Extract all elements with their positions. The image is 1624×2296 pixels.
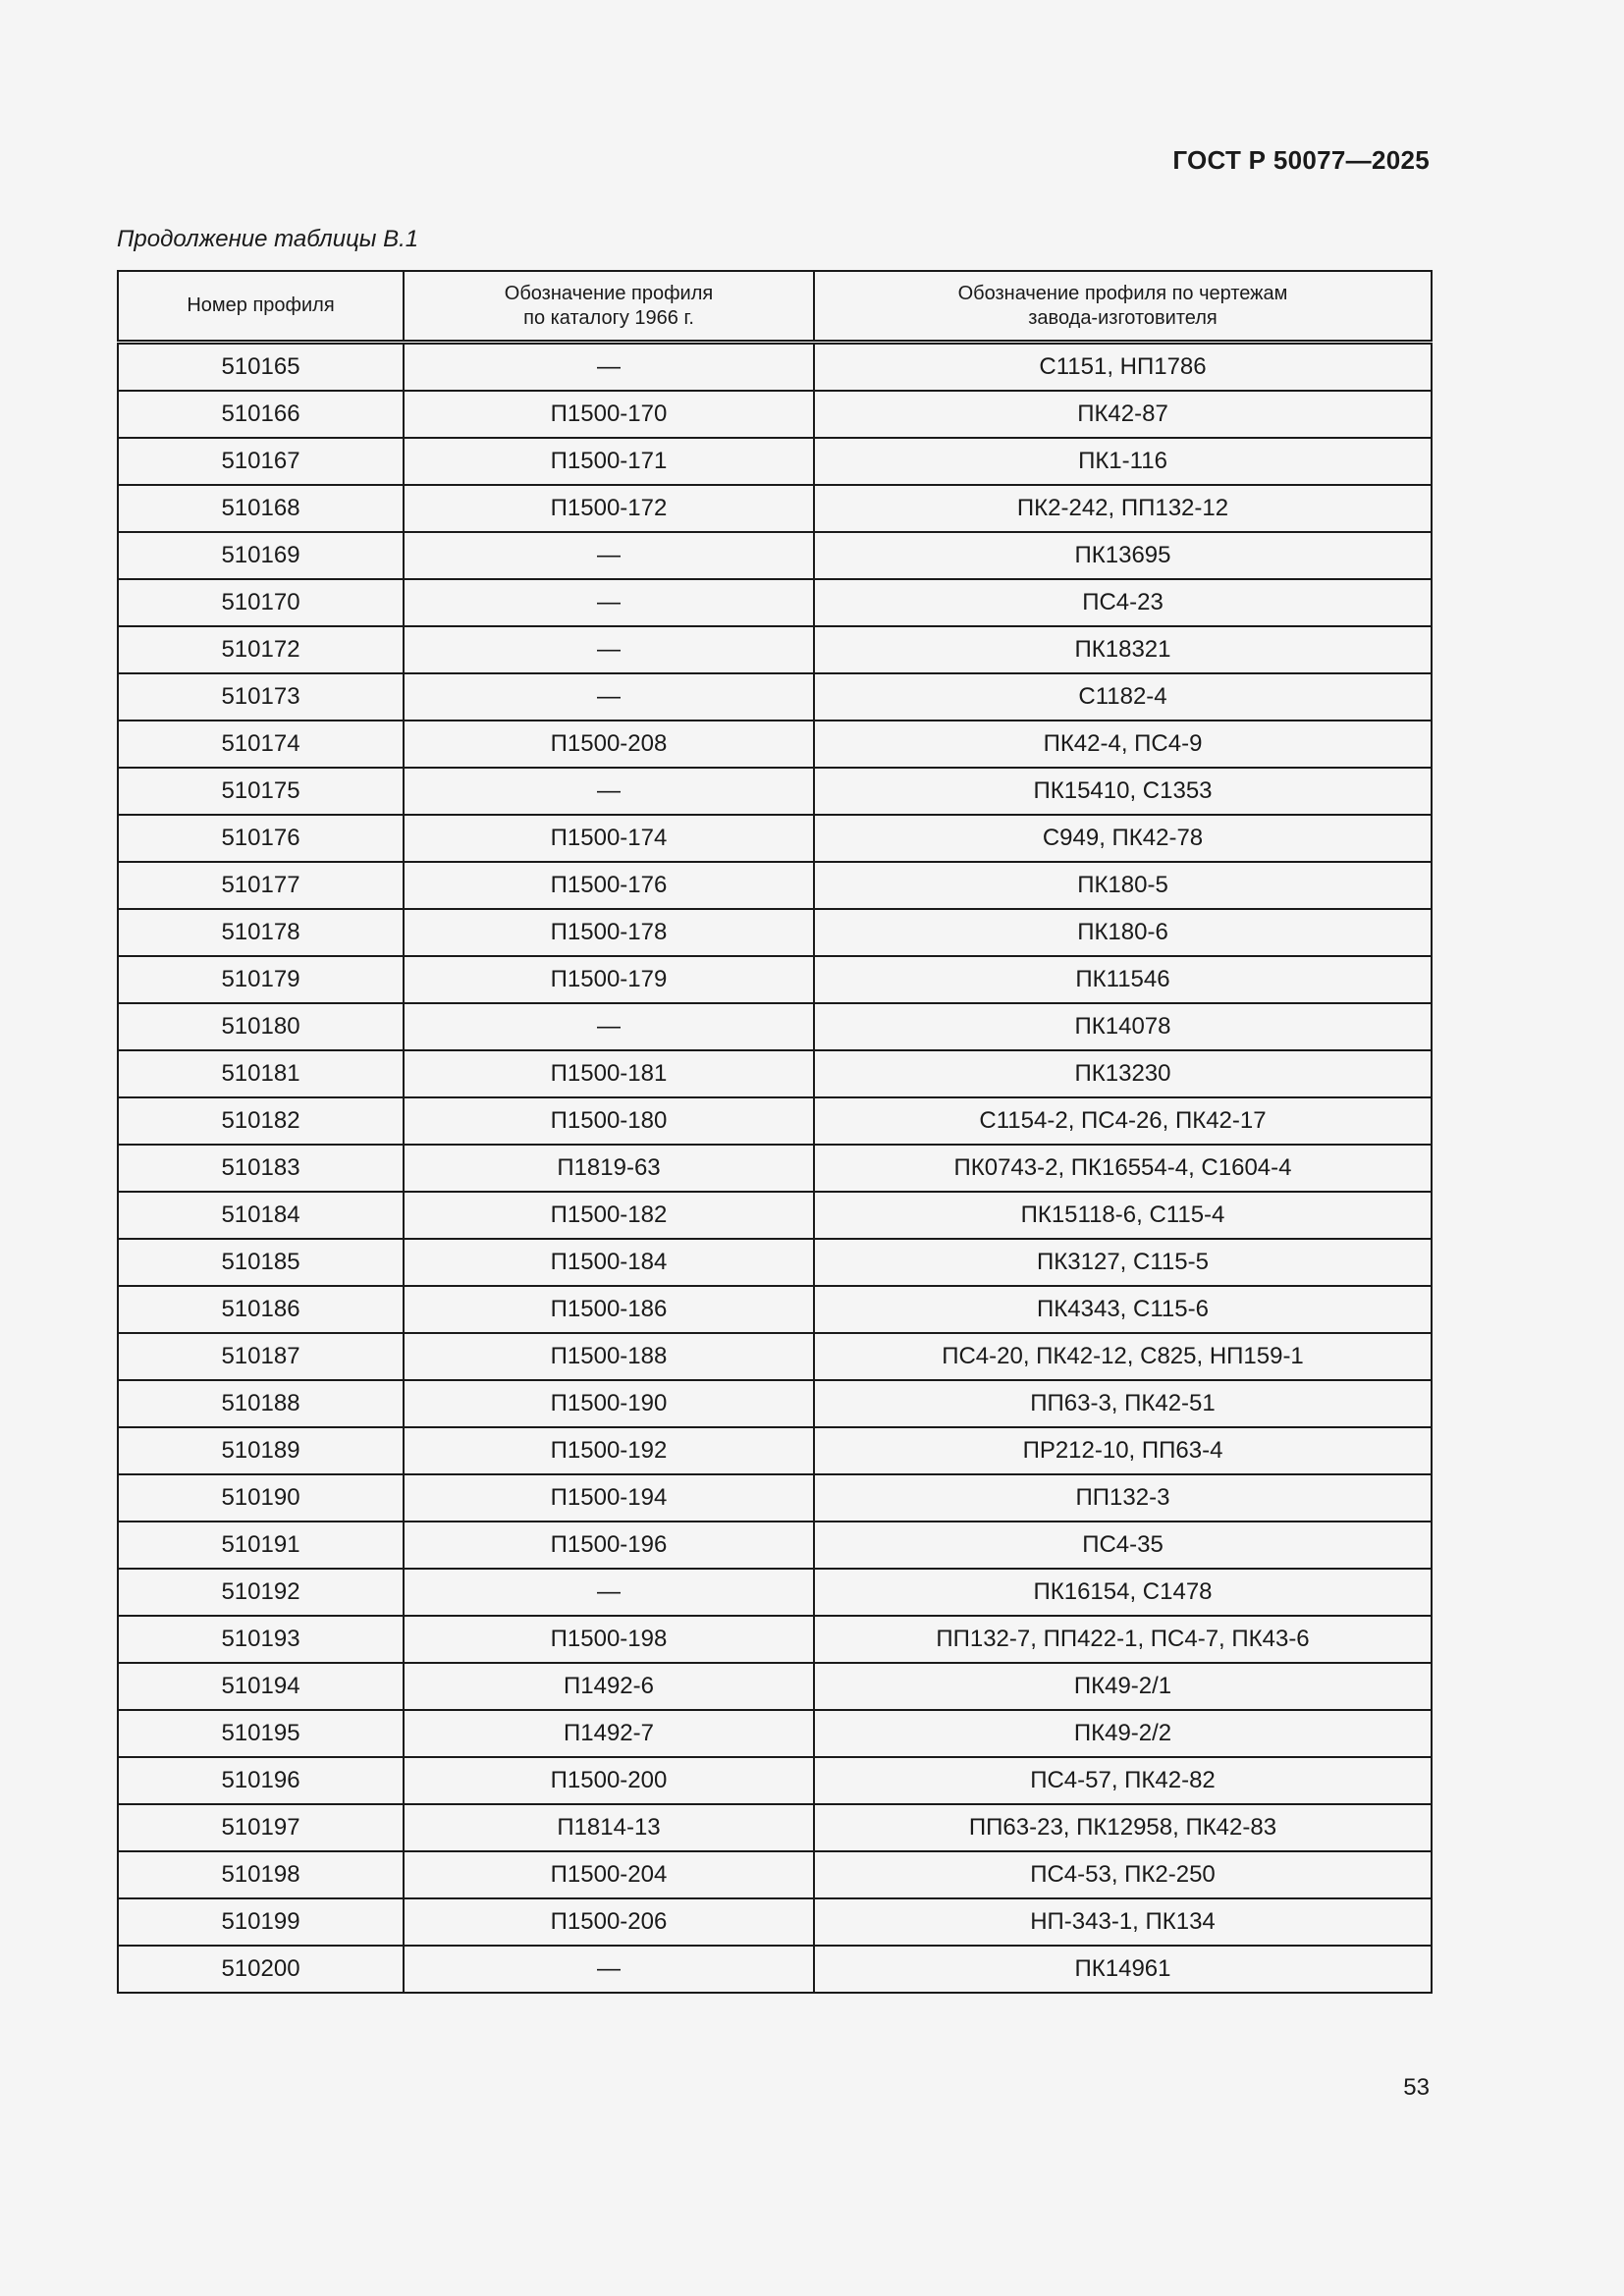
table-row bbox=[118, 1286, 1432, 1333]
cell-profile-number: 510180 bbox=[118, 1003, 404, 1050]
table-row bbox=[118, 438, 1432, 485]
cell-profile-number: 510178 bbox=[118, 909, 404, 956]
cell-catalog-1966: П1500-184 bbox=[404, 1239, 814, 1286]
cell-factory-drawing: С1182-4 bbox=[814, 673, 1432, 721]
cell-profile-number: 510182 bbox=[118, 1097, 404, 1145]
page-number: 53 bbox=[1403, 2074, 1430, 2101]
cell-catalog-1966: — bbox=[404, 626, 814, 673]
cell-factory-drawing: ПК16154, С1478 bbox=[814, 1569, 1432, 1616]
cell-profile-number: 510169 bbox=[118, 532, 404, 579]
table-row bbox=[118, 1474, 1432, 1522]
cell-profile-number: 510183 bbox=[118, 1145, 404, 1192]
table-row bbox=[118, 1427, 1432, 1474]
cell-profile-number: 510177 bbox=[118, 862, 404, 909]
cell-catalog-1966: П1500-186 bbox=[404, 1286, 814, 1333]
cell-factory-drawing: ПК42-4, ПС4-9 bbox=[814, 721, 1432, 768]
cell-catalog-1966: — bbox=[404, 673, 814, 721]
column-header-profile-number: Номер профиля bbox=[118, 271, 404, 343]
table-caption: Продолжение таблицы В.1 bbox=[117, 226, 419, 252]
table-row bbox=[118, 768, 1432, 815]
cell-catalog-1966: — bbox=[404, 579, 814, 626]
cell-factory-drawing: С1151, НП1786 bbox=[814, 343, 1432, 392]
table-row bbox=[118, 1003, 1432, 1050]
cell-factory-drawing: ПП63-3, ПК42-51 bbox=[814, 1380, 1432, 1427]
cell-factory-drawing: НП-343-1, ПК134 bbox=[814, 1898, 1432, 1946]
table-row bbox=[118, 532, 1432, 579]
cell-catalog-1966: П1500-181 bbox=[404, 1050, 814, 1097]
table-row bbox=[118, 1145, 1432, 1192]
cell-catalog-1966: — bbox=[404, 1569, 814, 1616]
table-row bbox=[118, 1569, 1432, 1616]
cell-factory-drawing: ПК3127, С115-5 bbox=[814, 1239, 1432, 1286]
cell-profile-number: 510181 bbox=[118, 1050, 404, 1097]
table-row bbox=[118, 1097, 1432, 1145]
cell-catalog-1966: П1814-13 bbox=[404, 1804, 814, 1851]
cell-profile-number: 510190 bbox=[118, 1474, 404, 1522]
cell-factory-drawing: ПК15118-6, С115-4 bbox=[814, 1192, 1432, 1239]
cell-profile-number: 510172 bbox=[118, 626, 404, 673]
cell-factory-drawing: ПР212-10, ПП63-4 bbox=[814, 1427, 1432, 1474]
table-row bbox=[118, 1522, 1432, 1569]
cell-catalog-1966: П1500-179 bbox=[404, 956, 814, 1003]
cell-catalog-1966: П1492-6 bbox=[404, 1663, 814, 1710]
cell-factory-drawing: ПП63-23, ПК12958, ПК42-83 bbox=[814, 1804, 1432, 1851]
cell-profile-number: 510199 bbox=[118, 1898, 404, 1946]
table-row bbox=[118, 1616, 1432, 1663]
table-header-row bbox=[118, 271, 1432, 343]
cell-factory-drawing: ПС4-23 bbox=[814, 579, 1432, 626]
cell-factory-drawing: ПК180-5 bbox=[814, 862, 1432, 909]
document-code: ГОСТ Р 50077—2025 bbox=[1172, 145, 1430, 175]
cell-catalog-1966: П1500-176 bbox=[404, 862, 814, 909]
table-row bbox=[118, 1804, 1432, 1851]
cell-profile-number: 510165 bbox=[118, 343, 404, 392]
table-row bbox=[118, 1898, 1432, 1946]
table-row bbox=[118, 485, 1432, 532]
table-row bbox=[118, 343, 1432, 392]
cell-factory-drawing: С1154-2, ПС4-26, ПК42-17 bbox=[814, 1097, 1432, 1145]
cell-profile-number: 510168 bbox=[118, 485, 404, 532]
cell-profile-number: 510195 bbox=[118, 1710, 404, 1757]
cell-catalog-1966: П1500-204 bbox=[404, 1851, 814, 1898]
cell-profile-number: 510194 bbox=[118, 1663, 404, 1710]
cell-profile-number: 510193 bbox=[118, 1616, 404, 1663]
cell-profile-number: 510176 bbox=[118, 815, 404, 862]
cell-factory-drawing: ПК15410, С1353 bbox=[814, 768, 1432, 815]
table-row bbox=[118, 579, 1432, 626]
cell-profile-number: 510173 bbox=[118, 673, 404, 721]
cell-catalog-1966: П1500-208 bbox=[404, 721, 814, 768]
cell-profile-number: 510187 bbox=[118, 1333, 404, 1380]
table-row bbox=[118, 815, 1432, 862]
cell-factory-drawing: ПП132-7, ПП422-1, ПС4-7, ПК43-6 bbox=[814, 1616, 1432, 1663]
cell-factory-drawing: ПС4-53, ПК2-250 bbox=[814, 1851, 1432, 1898]
cell-catalog-1966: П1500-190 bbox=[404, 1380, 814, 1427]
table-body bbox=[118, 343, 1432, 1994]
cell-factory-drawing: ПК13695 bbox=[814, 532, 1432, 579]
cell-profile-number: 510196 bbox=[118, 1757, 404, 1804]
cell-catalog-1966: П1500-180 bbox=[404, 1097, 814, 1145]
table-row bbox=[118, 1380, 1432, 1427]
table-row bbox=[118, 673, 1432, 721]
cell-factory-drawing: ПК1-116 bbox=[814, 438, 1432, 485]
cell-catalog-1966: П1500-196 bbox=[404, 1522, 814, 1569]
cell-catalog-1966: П1500-171 bbox=[404, 438, 814, 485]
table-row bbox=[118, 1663, 1432, 1710]
cell-profile-number: 510184 bbox=[118, 1192, 404, 1239]
cell-profile-number: 510188 bbox=[118, 1380, 404, 1427]
cell-profile-number: 510197 bbox=[118, 1804, 404, 1851]
cell-factory-drawing: ПК49-2/1 bbox=[814, 1663, 1432, 1710]
table-row bbox=[118, 1333, 1432, 1380]
cell-factory-drawing: ПК180-6 bbox=[814, 909, 1432, 956]
cell-catalog-1966: П1819-63 bbox=[404, 1145, 814, 1192]
cell-catalog-1966: П1500-200 bbox=[404, 1757, 814, 1804]
cell-catalog-1966: П1500-206 bbox=[404, 1898, 814, 1946]
table-row bbox=[118, 1050, 1432, 1097]
cell-catalog-1966: П1500-178 bbox=[404, 909, 814, 956]
cell-factory-drawing: ПК4343, С115-6 bbox=[814, 1286, 1432, 1333]
cell-catalog-1966: П1500-182 bbox=[404, 1192, 814, 1239]
cell-catalog-1966: П1500-172 bbox=[404, 485, 814, 532]
cell-factory-drawing: ПК18321 bbox=[814, 626, 1432, 673]
cell-profile-number: 510198 bbox=[118, 1851, 404, 1898]
cell-factory-drawing: С949, ПК42-78 bbox=[814, 815, 1432, 862]
cell-factory-drawing: ПК2-242, ПП132-12 bbox=[814, 485, 1432, 532]
profile-table bbox=[117, 270, 1433, 1994]
cell-catalog-1966: — bbox=[404, 343, 814, 392]
table-row bbox=[118, 1192, 1432, 1239]
cell-profile-number: 510167 bbox=[118, 438, 404, 485]
cell-profile-number: 510189 bbox=[118, 1427, 404, 1474]
table-row bbox=[118, 1851, 1432, 1898]
cell-catalog-1966: П1500-174 bbox=[404, 815, 814, 862]
cell-factory-drawing: ПК49-2/2 bbox=[814, 1710, 1432, 1757]
cell-profile-number: 510200 bbox=[118, 1946, 404, 1993]
table-row bbox=[118, 862, 1432, 909]
table-row bbox=[118, 956, 1432, 1003]
table-row bbox=[118, 391, 1432, 438]
cell-catalog-1966: П1500-170 bbox=[404, 391, 814, 438]
cell-factory-drawing: ПС4-57, ПК42-82 bbox=[814, 1757, 1432, 1804]
cell-factory-drawing: ПС4-20, ПК42-12, С825, НП159-1 bbox=[814, 1333, 1432, 1380]
table-row bbox=[118, 1757, 1432, 1804]
cell-catalog-1966: — bbox=[404, 1003, 814, 1050]
cell-factory-drawing: ПК0743-2, ПК16554-4, С1604-4 bbox=[814, 1145, 1432, 1192]
cell-factory-drawing: ПК13230 bbox=[814, 1050, 1432, 1097]
cell-catalog-1966: — bbox=[404, 768, 814, 815]
cell-catalog-1966: П1500-192 bbox=[404, 1427, 814, 1474]
cell-factory-drawing: ПС4-35 bbox=[814, 1522, 1432, 1569]
cell-profile-number: 510175 bbox=[118, 768, 404, 815]
cell-factory-drawing: ПП132-3 bbox=[814, 1474, 1432, 1522]
table-row bbox=[118, 721, 1432, 768]
cell-factory-drawing: ПК42-87 bbox=[814, 391, 1432, 438]
table-row bbox=[118, 1239, 1432, 1286]
cell-catalog-1966: П1500-194 bbox=[404, 1474, 814, 1522]
cell-factory-drawing: ПК14961 bbox=[814, 1946, 1432, 1993]
column-header-factory-drawing: Обозначение профиля по чертежам завода-изготовителя bbox=[814, 271, 1432, 343]
cell-profile-number: 510186 bbox=[118, 1286, 404, 1333]
table-row bbox=[118, 1710, 1432, 1757]
table-row bbox=[118, 909, 1432, 956]
column-header-catalog-1966: Обозначение профиля по каталогу 1966 г. bbox=[404, 271, 814, 343]
cell-catalog-1966: — bbox=[404, 532, 814, 579]
cell-profile-number: 510192 bbox=[118, 1569, 404, 1616]
table-row bbox=[118, 626, 1432, 673]
cell-profile-number: 510191 bbox=[118, 1522, 404, 1569]
cell-factory-drawing: ПК11546 bbox=[814, 956, 1432, 1003]
cell-factory-drawing: ПК14078 bbox=[814, 1003, 1432, 1050]
table-row bbox=[118, 1946, 1432, 1993]
cell-profile-number: 510174 bbox=[118, 721, 404, 768]
cell-catalog-1966: П1500-198 bbox=[404, 1616, 814, 1663]
cell-profile-number: 510179 bbox=[118, 956, 404, 1003]
cell-profile-number: 510170 bbox=[118, 579, 404, 626]
cell-catalog-1966: П1492-7 bbox=[404, 1710, 814, 1757]
cell-profile-number: 510185 bbox=[118, 1239, 404, 1286]
cell-profile-number: 510166 bbox=[118, 391, 404, 438]
cell-catalog-1966: — bbox=[404, 1946, 814, 1993]
cell-catalog-1966: П1500-188 bbox=[404, 1333, 814, 1380]
